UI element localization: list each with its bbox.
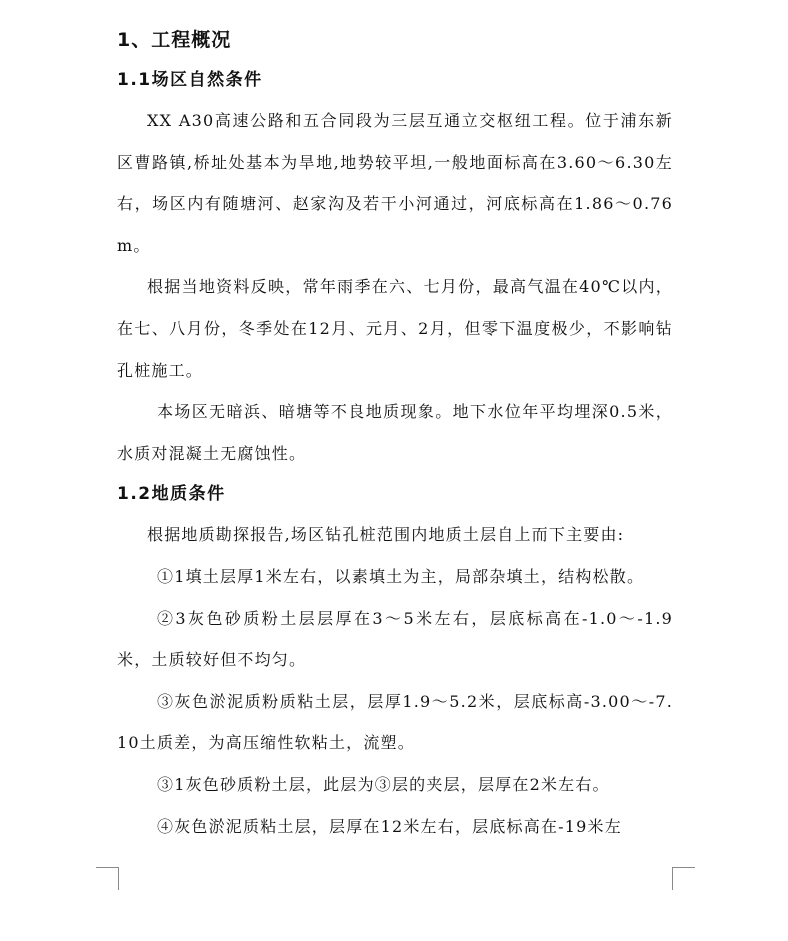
page-corner-mark-right bbox=[672, 867, 695, 890]
paragraph-geology-intro: 根据地质勘探报告,场区钻孔桩范围内地质土层自上而下主要由: bbox=[147, 525, 625, 545]
paragraph-layer-4: ④灰色淤泥质粘土层，层厚在12米左右，层底标高在-19米左 bbox=[157, 816, 622, 836]
document-body bbox=[117, 20, 673, 847]
heading-site-natural-conditions: 1.1场区自然条件 bbox=[117, 70, 263, 90]
paragraph-layer-3: ③灰色淤泥质粉质粘土层，层厚1.9～5.2米，层底标高-3.00～-7.10土质差，为高压缩性软粘土，流塑。 bbox=[117, 691, 673, 753]
heading-geological-conditions: 1.2地质条件 bbox=[117, 484, 226, 505]
paragraph-layer-2-3: ②3灰色砂质粉土层层厚在3～5米左右，层底标高在-1.0～-1.9米，土质较好但不均匀。 bbox=[117, 608, 673, 670]
paragraph-climate: 根据当地资料反映，常年雨季在六、七月份，最高气温在40℃以内，在七、八月份，冬季处在12月、元月、2月，但零下温度极少，不影响钻孔桩施工。 bbox=[117, 277, 673, 380]
paragraph-layer-1-1: ①1填土层厚1米左右，以素填土为主，局部杂填土，结构松散。 bbox=[157, 566, 645, 586]
paragraph-layer-3-1: ③1灰色砂质粉土层，此层为③层的夹层，层厚在2米左右。 bbox=[157, 774, 610, 794]
page-corner-mark-left bbox=[96, 867, 119, 890]
paragraph-site-location: XX A30高速公路和五合同段为三层互通立交枢纽工程。位于浦东新区曹路镇,桥址处基本为旱地,地势较平坦,一般地面标高在3.60～6.30左右，场区内有随塘河、赵家沟及若干小河通过，河底标高在1.86～0.76m。 bbox=[117, 111, 673, 255]
heading-engineering-overview: 1、工程概况 bbox=[117, 29, 232, 51]
paragraph-groundwater: 本场区无暗浜、暗塘等不良地质现象。地下水位年平均埋深0.5米，水质对混凝土无腐蚀性。 bbox=[117, 402, 673, 463]
